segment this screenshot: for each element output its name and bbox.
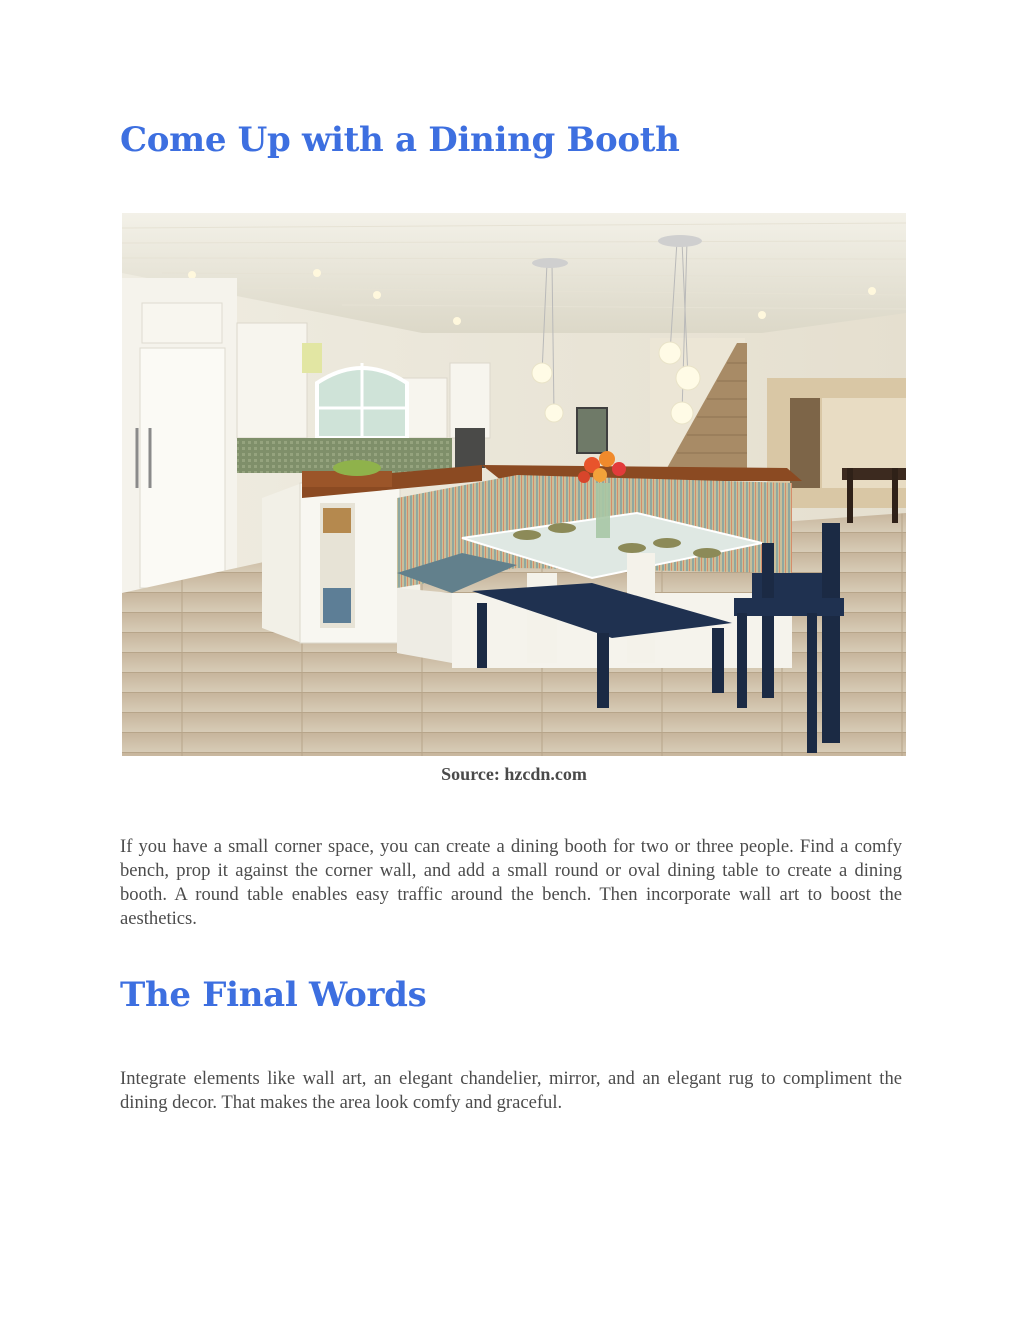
dining-booth-photo	[122, 213, 906, 756]
body-paragraph: Integrate elements like wall art, an elegant chandelier, mirror, and an elegant rug to compliment the dining decor. That makes the area look comfy and graceful.	[120, 1068, 902, 1113]
image-caption: Source: hzcdn.com	[441, 764, 587, 784]
section-heading: The Final Words	[120, 975, 427, 1015]
body-paragraph: If you have a small corner space, you can create a dining booth for two or three people. Find a comfy bench, prop it against the corner wall, and add a small round or oval dining table to create a dining booth. A round table enables easy traffic around the bench. Then incorporate wall art to boost the aesthetics.	[120, 836, 902, 929]
section-heading: Come Up with a Dining Booth	[120, 120, 680, 160]
